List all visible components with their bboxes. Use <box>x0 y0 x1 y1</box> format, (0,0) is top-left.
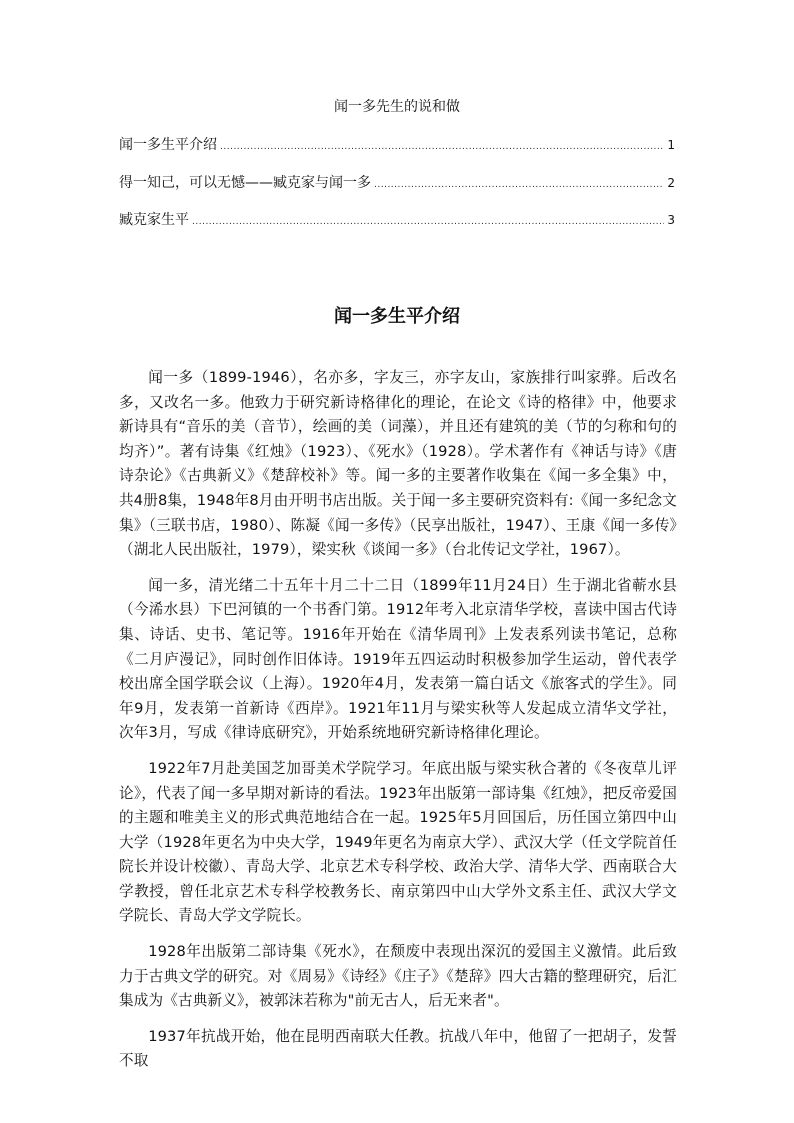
paragraph: 闻一多，清光绪二十五年十月二十二日（1899年11月24日）生于湖北省蕲水县（今浠水县）下巴河镇的一个书香门第。1912年考入北京清华学校，喜读中国古代诗集、诗话、史书、笔记等。1916年开始在《清华周刊》上发表系列读书笔记，总称《二月庐漫记》，同时创作旧体诗。1919年五四运动时积极参加学生运动，曾代表学校出席全国学联会议（上海）。1920年4月，发表第一篇白话文《旅客式的学生》。同年9月，发表第一首新诗《西岸》。1921年11月与梁实秋等人发起成立清华文学社，次年3月，写成《律诗底研究》，开始系统地研究新诗格律化理论。 <box>119 576 677 742</box>
toc-leader-dots <box>192 213 664 231</box>
toc-entry-text[interactable]: 闻一多生平介绍 <box>119 137 217 153</box>
paragraph: 1928年出版第二部诗集《死水》，在颓废中表现出深沉的爱国主义激情。此后致力于古典文学的研究。对《周易》《诗经》《庄子》《楚辞》四大古籍的整理研究，后汇集成为《古典新义》，被郭沫若称为"前无古人，后无来者"。 <box>119 943 677 1010</box>
paragraph: 闻一多（1899-1946），名亦多，字友三，亦字友山，家族排行叫家骅。后改名多，又改名一多。他致力于研究新诗格律化的理论，在论文《诗的格律》中，他要求新诗具有“音乐的美（音节），绘画的美（词藻），并且还有建筑的美（节的匀称和句的均齐）”。著有诗集《红烛》（1923）、《死水》（1928）。学术著作有《神话与诗》《唐诗杂论》《古典新义》《楚辞校补》等。闻一多的主要著作收集在《闻一多全集》中，共4册8集，1948年8月由开明书店出版。关于闻一多主要研究资料有:《闻一多纪念文集》（三联书店，1980）、陈凝《闻一多传》（民享出版社，1947）、王康《闻一多传》（湖北人民出版社，1979），梁实秋《谈闻一多》（台北传记文学社，1967）。 <box>119 369 677 559</box>
toc-entry[interactable] <box>119 136 675 174</box>
toc-page-number[interactable]: 2 <box>667 175 675 190</box>
toc-page-number[interactable]: 1 <box>667 138 675 152</box>
toc-entry-text[interactable]: 得一知己，可以无憾——臧克家与闻一多 <box>119 174 371 191</box>
body-text <box>119 366 677 1085</box>
table-of-contents <box>119 136 675 249</box>
toc-entry-text[interactable]: 臧克家生平 <box>119 212 189 228</box>
section-heading: 闻一多生平介绍 <box>334 306 460 327</box>
paragraph: 1922年7月赴美国芝加哥美术学院学习。年底出版与梁实秋合著的《冬夜草儿评论》，代表了闻一多早期对新诗的看法。1923年出版第一部诗集《红烛》，把反帝爱国的主题和唯美主义的形式典范地结合在一起。1925年5月回国后，历任国立第四中山大学（1928年更名为中央大学，1949年更名为南京大学）、武汉大学（任文学院首任院长并设计校徽）、青岛大学、北京艺术专科学校、政治大学、清华大学、西南联合大学教授，曾任北京艺术专科学校教务长、南京第四中山大学外文系主任、武汉大学文学院长、青岛大学文学院长。 <box>119 759 677 925</box>
toc-entry[interactable] <box>119 211 675 249</box>
toc-entry[interactable] <box>119 174 675 212</box>
paragraph: 1937年抗战开始，他在昆明西南联大任教。抗战八年中，他留了一把胡子，发誓不取 <box>119 1027 677 1070</box>
toc-page-number[interactable]: 3 <box>667 213 675 227</box>
toc-leader-dots <box>220 138 664 156</box>
document-title: 闻一多先生的说和做 <box>334 99 460 115</box>
toc-leader-dots <box>374 176 664 194</box>
